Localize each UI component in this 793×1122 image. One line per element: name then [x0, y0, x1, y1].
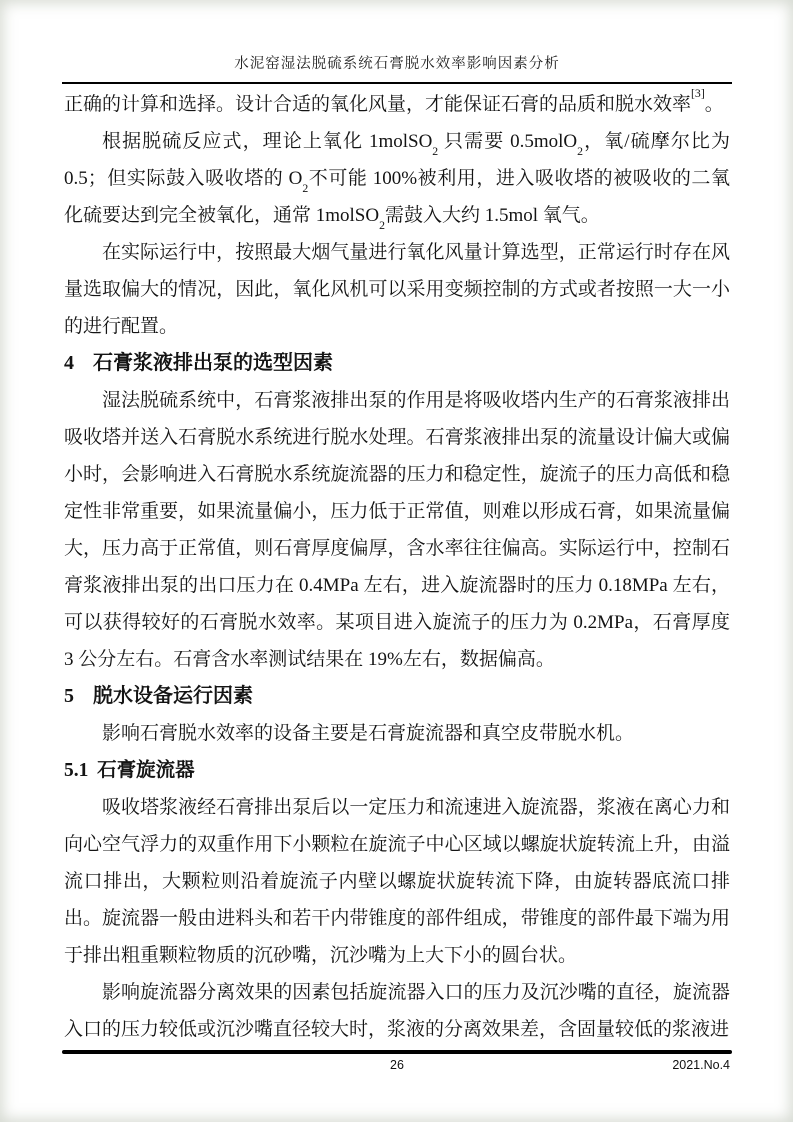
section-title: 石膏旋流器: [97, 759, 195, 781]
superscript-ref: [3]: [691, 87, 705, 101]
document-body: [64, 86, 730, 1048]
text-segment: 影响旋流器分离效果的因素包括旋流器入口的压力及沉沙嘴的直径，旋流器入口的压力较低或沉沙嘴直径较大时，浆液的分离效果差，含固量较低的浆液进: [64, 982, 730, 1040]
text-segment: 根据脱硫反应式，理论上氧化 1molSO: [102, 131, 433, 152]
paragraph: [64, 382, 730, 678]
text-segment: 需鼓入大约 1.5mol 氧气。: [385, 205, 600, 226]
running-header-title: 水泥窑湿法脱硫系统石膏脱水效率影响因素分析: [234, 56, 560, 72]
paragraph: [64, 123, 730, 234]
section-heading: [64, 678, 730, 715]
paragraph: [64, 974, 730, 1048]
text-segment: 吸收塔浆液经石膏排出泵后以一定压力和流速进入旋流器，浆液在离心力和向心空气浮力的双重作用下小颗粒在旋流子中心区域以螺旋状旋转流上升，由溢流口排出，大颗粒则沿着旋流子内壁以螺旋状旋转流下降，由旋转器底流口排出。旋流器一般由进料头和若干内带锥度的部件组成，带锥度的部件最下端为用于排出粗重颗粒物质的沉砂嘴，沉沙嘴为上大下小的圆台状。: [64, 797, 730, 966]
text-segment: 湿法脱硫系统中，石膏浆液排出泵的作用是将吸收塔内生产的石膏浆液排出吸收塔并送入石膏脱水系统进行脱水处理。石膏浆液排出泵的流量设计偏大或偏小时，会影响进入石膏脱水系统旋流器的压力和稳定性，旋流子的压力高低和稳定性非常重要，如果流量偏小，压力低于正常值，则难以形成石膏，如果流量偏大，压力高于正常值，则石膏厚度偏厚，含水率往往偏高。实际运行中，控制石膏浆液排出泵的出口压力在 0.4MPa 左右，进入旋流器时的压力 0.18MPa 左右，可以获得较好的石膏脱水效率。某项目进入旋流子的压力为 0.2MPa，石膏厚度 3 公分左右。石膏含水率测试结果在 19%左右，数据偏高。: [64, 390, 730, 670]
section-number: 4: [64, 352, 74, 374]
text-segment: 正确的计算和选择。设计合适的氧化风量，才能保证石膏的品质和脱水效率: [64, 94, 692, 115]
section-title: 脱水设备运行因素: [93, 685, 253, 707]
paragraph: [64, 86, 730, 123]
text-segment: 在实际运行中，按照最大烟气量进行氧化风量计算选型，正常运行时存在风量选取偏大的情况，因此，氧化风机可以采用变频控制的方式或者按照一大一小的进行配置。: [64, 242, 730, 337]
subscript-text: 2: [302, 182, 309, 196]
section-heading: [64, 345, 730, 382]
text-segment: 不可能 100%被利用，进入吸收塔的被吸收的二氧化硫要达到完全被氧化，通常 1molSO: [64, 168, 730, 226]
footer-rule: [62, 1050, 732, 1054]
paragraph: [64, 789, 730, 974]
paragraph: [64, 234, 730, 345]
subscript-text: 2: [577, 145, 584, 159]
subscript-text: 2: [379, 219, 385, 233]
running-header: [64, 52, 730, 73]
section-heading: [64, 752, 730, 789]
page-number: 26: [390, 1058, 404, 1072]
text-segment: 影响石膏脱水效率的设备主要是石膏旋流器和真空皮带脱水机。: [102, 723, 635, 744]
text-segment: 只需要 0.5molO: [438, 131, 578, 152]
subscript-text: 2: [432, 145, 439, 159]
page-footer: [62, 1056, 732, 1078]
paragraph: [64, 715, 730, 752]
section-title: 石膏浆液排出泵的选型因素: [93, 352, 333, 374]
header-rule: [62, 82, 732, 84]
issue-label: 2021.No.4: [672, 1058, 730, 1072]
section-number: 5.1: [64, 760, 89, 781]
text-segment: 。: [704, 94, 724, 115]
text-segment: ，氧/硫摩尔比为 0.5；但实际鼓入吸收塔的 O: [64, 131, 731, 189]
section-number: 5: [64, 685, 74, 707]
